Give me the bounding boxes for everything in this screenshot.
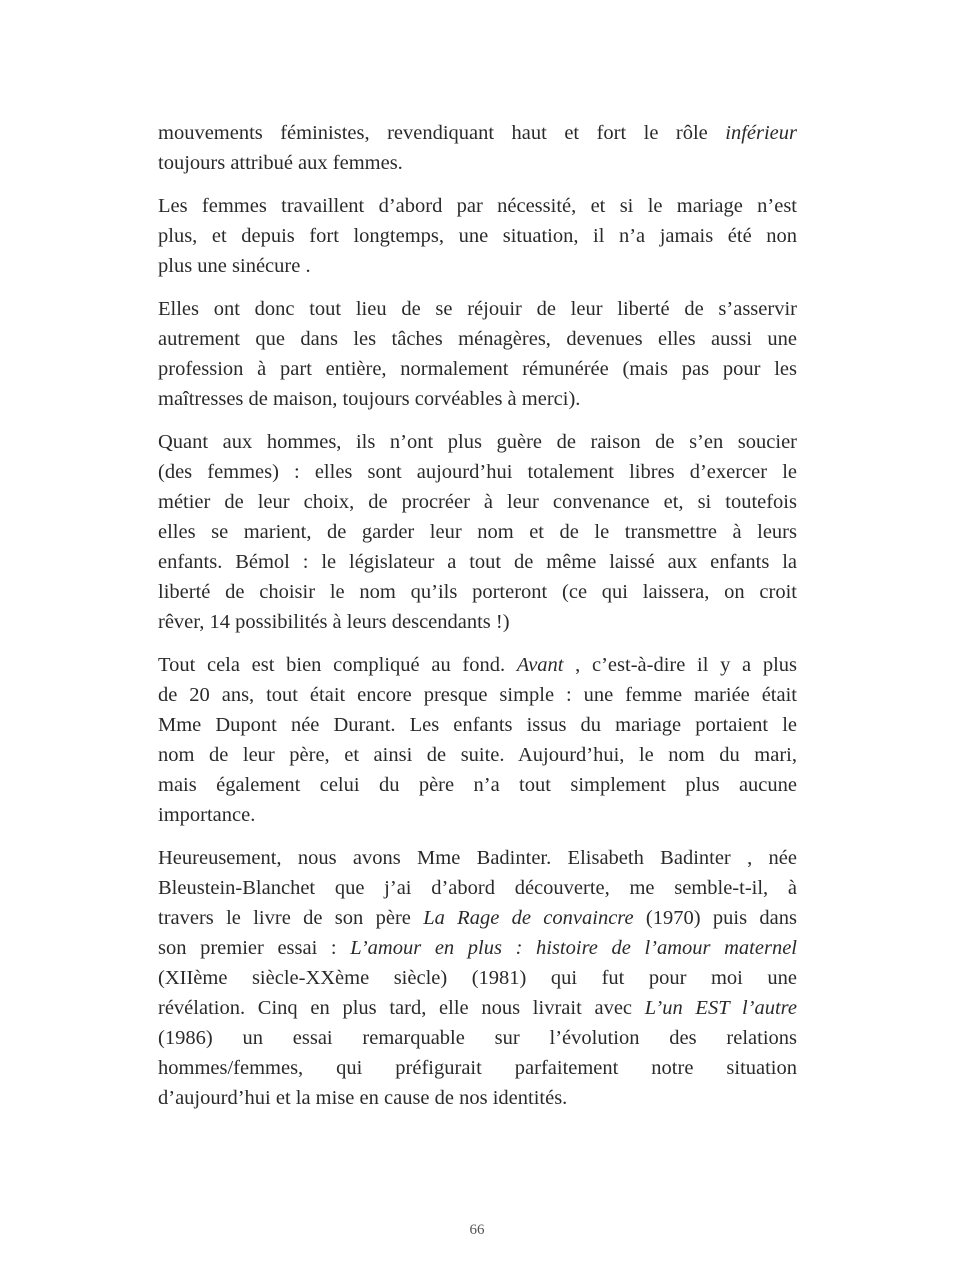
text-segment: toujours attribué aux femmes. bbox=[158, 152, 403, 174]
paragraph-4 bbox=[158, 427, 797, 637]
text-segment: (1986) un essai remarquable sur l’évolution des relations bbox=[158, 1027, 797, 1049]
text-segment: révélation. Cinq en plus tard, elle nous livrait avec bbox=[158, 997, 645, 1019]
text-line bbox=[158, 427, 797, 457]
text-line bbox=[158, 710, 797, 740]
italic-text: L’un EST l’autre bbox=[644, 997, 797, 1019]
text-segment: d’aujourd’hui et la mise en cause de nos identités. bbox=[158, 1087, 568, 1109]
text-line bbox=[158, 933, 797, 963]
text-line bbox=[158, 963, 797, 993]
text-segment: hommes/femmes, qui préfigurait parfaitement notre situation bbox=[158, 1057, 797, 1079]
text-line bbox=[158, 251, 797, 281]
text-segment: , c’est-à-dire il y a plus bbox=[563, 654, 798, 676]
text-line bbox=[158, 843, 797, 873]
italic-text: La Rage de convaincre bbox=[423, 907, 634, 929]
text-segment: rêver, 14 possibilités à leurs descendants !) bbox=[158, 611, 510, 633]
text-segment: son premier essai : bbox=[158, 937, 351, 959]
text-line bbox=[158, 993, 797, 1023]
text-line bbox=[158, 221, 797, 251]
paragraph-2 bbox=[158, 191, 797, 281]
text-segment: métier de leur choix, de procréer à leur convenance et, si toutefois bbox=[158, 491, 797, 513]
text-segment: maîtresses de maison, toujours corvéables à merci). bbox=[158, 388, 581, 410]
text-segment: Quant aux hommes, ils n’ont plus guère de raison de s’en soucier bbox=[158, 431, 797, 453]
text-line bbox=[158, 1053, 797, 1083]
text-line bbox=[158, 354, 797, 384]
text-line bbox=[158, 148, 797, 178]
italic-text: L’amour en plus : histoire de l’amour maternel bbox=[350, 937, 797, 959]
text-line bbox=[158, 547, 797, 577]
text-line bbox=[158, 487, 797, 517]
paragraph-3 bbox=[158, 294, 797, 414]
page-body bbox=[158, 118, 797, 1126]
text-segment: Heureusement, nous avons Mme Badinter. Elisabeth Badinter , née bbox=[158, 847, 797, 869]
text-line bbox=[158, 384, 797, 414]
page-number: 66 bbox=[469, 1222, 485, 1238]
text-segment: elles se marient, de garder leur nom et de le transmettre à leurs bbox=[158, 521, 797, 543]
text-segment: mouvements féministes, revendiquant haut et fort le rôle bbox=[158, 122, 726, 144]
text-line bbox=[158, 800, 797, 830]
text-segment: autrement que dans les tâches ménagères, devenues elles aussi une bbox=[158, 328, 797, 350]
text-segment: Bleustein-Blanchet que j’ai d’abord découverte, me semble-t-il, à bbox=[158, 877, 797, 899]
text-line bbox=[158, 650, 797, 680]
text-line bbox=[158, 517, 797, 547]
italic-text: inférieur bbox=[725, 122, 797, 144]
text-segment: plus, et depuis fort longtemps, une situation, il n’a jamais été non bbox=[158, 225, 797, 247]
text-line bbox=[158, 294, 797, 324]
text-line bbox=[158, 324, 797, 354]
text-segment: Mme Dupont née Durant. Les enfants issus du mariage portaient le bbox=[158, 714, 797, 736]
text-segment: Elles ont donc tout lieu de se réjouir de leur liberté de s’asservir bbox=[158, 298, 797, 320]
text-segment: (des femmes) : elles sont aujourd’hui totalement libres d’exercer le bbox=[158, 461, 797, 483]
text-line bbox=[158, 118, 797, 148]
text-line bbox=[158, 607, 797, 637]
text-segment: Les femmes travaillent d’abord par nécessité, et si le mariage n’est bbox=[158, 195, 797, 217]
text-line bbox=[158, 903, 797, 933]
paragraph-6 bbox=[158, 843, 797, 1113]
text-line bbox=[158, 1083, 797, 1113]
text-segment: de 20 ans, tout était encore presque simple : une femme mariée était bbox=[158, 684, 797, 706]
text-segment: (1970) puis dans bbox=[633, 907, 797, 929]
text-segment: plus une sinécure . bbox=[158, 255, 311, 277]
text-segment: (XIIème siècle-XXème siècle) (1981) qui fut pour moi une bbox=[158, 967, 797, 989]
text-segment: importance. bbox=[158, 804, 256, 826]
text-segment: mais également celui du père n’a tout simplement plus aucune bbox=[158, 774, 797, 796]
text-line bbox=[158, 680, 797, 710]
text-line bbox=[158, 770, 797, 800]
text-line bbox=[158, 577, 797, 607]
paragraph-1 bbox=[158, 118, 797, 178]
italic-text: Avant bbox=[516, 654, 564, 676]
text-line bbox=[158, 457, 797, 487]
text-segment: profession à part entière, normalement rémunérée (mais pas pour les bbox=[158, 358, 797, 380]
text-line bbox=[158, 191, 797, 221]
text-segment: enfants. Bémol : le législateur a tout de même laissé aux enfants la bbox=[158, 551, 797, 573]
text-segment: liberté de choisir le nom qu’ils porteront (ce qui laissera, on croit bbox=[158, 581, 797, 603]
text-segment: travers le livre de son père bbox=[158, 907, 424, 929]
text-line bbox=[158, 873, 797, 903]
text-line bbox=[158, 1023, 797, 1053]
paragraph-5 bbox=[158, 650, 797, 830]
text-segment: nom de leur père, et ainsi de suite. Aujourd’hui, le nom du mari, bbox=[158, 744, 797, 766]
text-line bbox=[158, 740, 797, 770]
text-segment: Tout cela est bien compliqué au fond. bbox=[158, 654, 517, 676]
